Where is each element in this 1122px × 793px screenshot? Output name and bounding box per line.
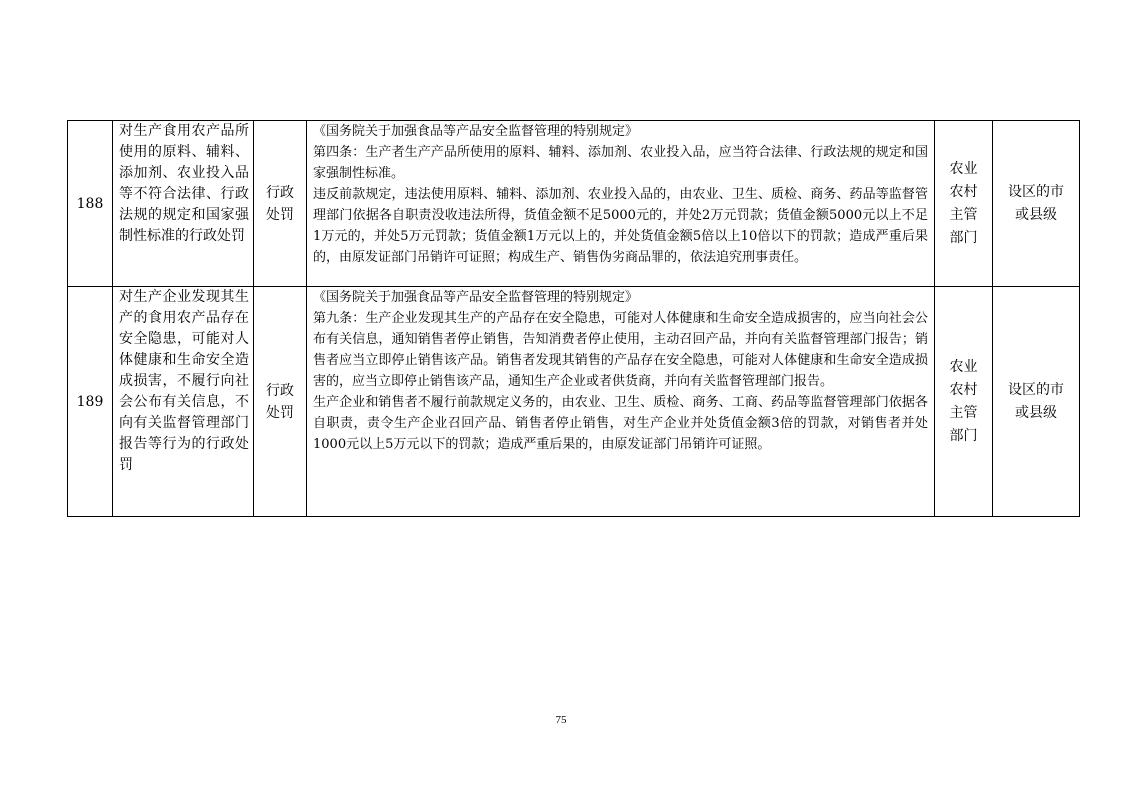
department-line: 农业 (949, 160, 978, 177)
level-line: 或县级 (1015, 206, 1057, 223)
item-type-line: 处罚 (266, 404, 294, 421)
department-line: 农村 (949, 381, 978, 398)
enforcement-level (993, 121, 1080, 287)
enforcement-level (993, 287, 1080, 517)
item-type (254, 287, 307, 517)
department (935, 287, 993, 517)
department (935, 121, 993, 287)
item-type-line: 行政 (266, 382, 294, 399)
department-line: 部门 (949, 427, 978, 444)
department-line: 农业 (949, 358, 978, 375)
table-row (68, 287, 1080, 517)
level-line: 或县级 (1015, 404, 1057, 421)
item-name: 对生产企业发现其生产的食用农产品存在安全隐患，可能对人体健康和生命安全造成损害，不履行向社会公布有关信息，不向有关监督管理部门报告等行为的行政处罚 (113, 287, 254, 517)
basis-paragraph: 第九条：生产企业发现其生产的产品存在安全隐患，可能对人体健康和生命安全造成损害的，应当向社会公布有关信息，通知销售者停止销售，告知消费者停止使用，主动召回产品，并向有关监督管理部门报告；销售者应当立即停止销售该产品。销售者发现其销售的产品存在安全隐患，可能对人体健康和生命安全造成损害的，应当立即停止销售该产品，通知生产企业或者供货商，并向有关监督管理部门报告。 (313, 311, 928, 389)
department-line: 主管 (949, 206, 978, 223)
item-name: 对生产食用农产品所使用的原料、辅料、添加剂、农业投入品等不符合法律、行政法规的规定和国家强制性标准的行政处罚 (113, 121, 254, 287)
table-row (68, 121, 1080, 287)
row-number: 189 (68, 287, 113, 517)
penalty-table (67, 120, 1080, 517)
basis-paragraph: 第四条：生产者生产产品所使用的原料、辅料、添加剂、农业投入品，应当符合法律、行政法规的规定和国家强制性标准。 (313, 145, 928, 181)
item-type-line: 处罚 (266, 206, 294, 223)
item-type (254, 121, 307, 287)
level-line: 设区的市 (1008, 183, 1064, 200)
page-number: 75 (555, 714, 567, 726)
basis-paragraph: 生产企业和销售者不履行前款规定义务的，由农业、卫生、质检、商务、工商、药品等监督管理部门依据各自职责，责令生产企业召回产品、销售者停止销售，对生产企业并处货值金额3倍的罚款，对销售者并处1000元以上5万元以下的罚款；造成严重后果的，由原发证部门吊销许可证照。 (313, 395, 928, 452)
department-line: 部门 (949, 229, 978, 246)
basis-paragraph: 违反前款规定，违法使用原料、辅料、添加剂、农业投入品的，由农业、卫生、质检、商务、药品等监督管理部门依据各自职责没收违法所得，货值金额不足5000元的，并处2万元罚款；货值金额5000元以上不足1万元的，并处5万元罚款；货值金额1万元以上的，并处货值金额5倍以上10倍以下的罚款；造成严重后果的，由原发证部门吊销许可证照；构成生产、销售伪劣商品罪的，依法追究刑事责任。 (313, 187, 928, 265)
level-line: 设区的市 (1008, 381, 1064, 398)
item-type-line: 行政 (266, 184, 294, 201)
department-line: 农村 (949, 183, 978, 200)
legal-basis (307, 121, 935, 287)
basis-paragraph: 《国务院关于加强食品等产品安全监督管理的特别规定》 (313, 124, 639, 139)
basis-paragraph: 《国务院关于加强食品等产品安全监督管理的特别规定》 (313, 290, 639, 305)
row-number: 188 (68, 121, 113, 287)
department-line: 主管 (949, 404, 978, 421)
legal-basis (307, 287, 935, 517)
